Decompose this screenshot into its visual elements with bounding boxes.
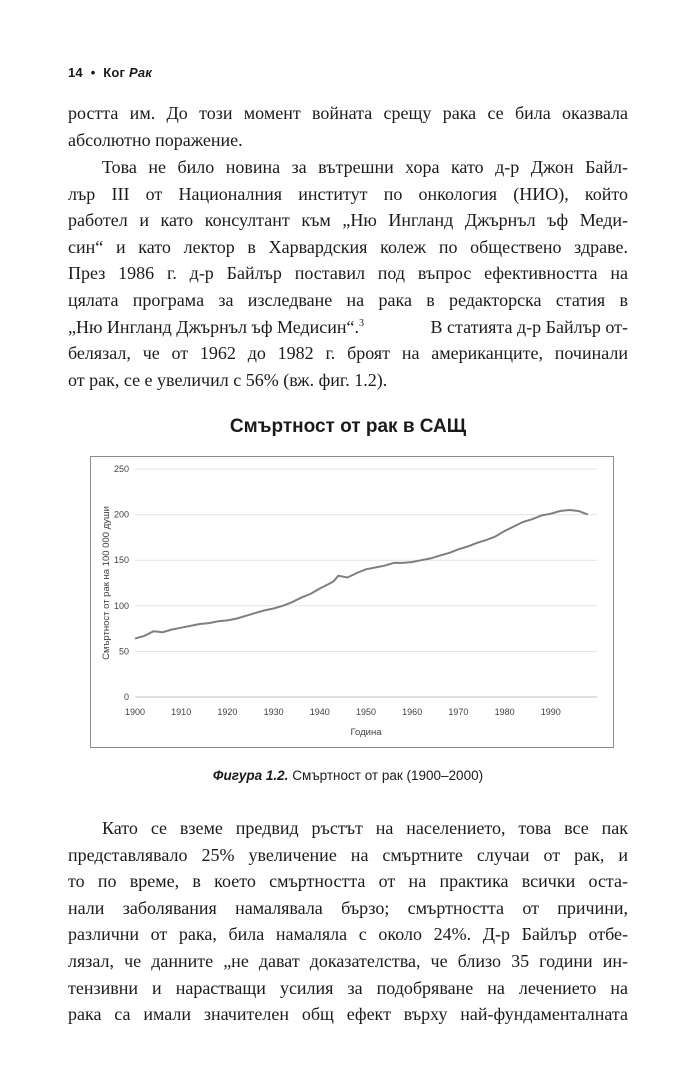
text-line: от рак, се е увеличил с 56% (вж. фиг. 1.2). <box>68 369 388 390</box>
text-line: нали заболявания намалявала бързо; смъртността от причини, <box>68 897 628 918</box>
x-tick-label: 1910 <box>171 707 192 717</box>
book-title-italic: Рак <box>128 65 153 80</box>
x-tick-label: 1950 <box>355 707 377 717</box>
text-line: През 1986 г. д-р Байлър поставил под въпрос ефективността на <box>68 263 628 284</box>
y-tick-label: 50 <box>118 646 129 657</box>
y-tick-label: 150 <box>113 555 129 566</box>
y-axis-label: Смъртност от рак на 100 000 души <box>101 506 112 660</box>
x-tick-label: 1900 <box>124 707 146 717</box>
y-tick-label: 0 <box>123 692 129 702</box>
text-line: тензивни и нарастващи усилия за подобряване на лечението на <box>68 977 628 998</box>
paragraph-3 <box>68 815 628 1028</box>
chart-frame <box>90 456 614 748</box>
running-header <box>68 65 152 80</box>
y-tick-label: 250 <box>113 464 129 474</box>
y-tick-label: 200 <box>113 509 129 520</box>
paragraph-2 <box>68 154 628 393</box>
text-line-tail: В статията д-р Байлър от- <box>430 316 628 337</box>
x-tick-label: 1940 <box>309 707 330 717</box>
text-line: син“ и като лектор в Харвардския колеж по обществено здраве. <box>68 236 628 257</box>
footnote-marker: 3 <box>359 317 365 329</box>
book-title-plain: Ког <box>103 65 126 80</box>
x-tick-label: 1920 <box>217 707 238 717</box>
text-line-with-footnote <box>68 314 628 341</box>
text-line: ростта им. До този момент войната срещу рака се била оказвала <box>68 103 628 123</box>
chart-grid <box>135 469 597 697</box>
header-bullet: • <box>90 65 96 80</box>
x-tick-label: 1930 <box>263 707 284 717</box>
x-tick-label: 1990 <box>540 707 561 717</box>
text-line: рака са имали значителен общ ефект върху най-фундаменталната <box>68 1004 628 1025</box>
x-tick-label: 1970 <box>448 707 469 717</box>
figure-caption <box>68 768 628 783</box>
text-line: то по време, в което смъртността от на практика всички оста- <box>68 871 628 892</box>
text-line: белязал, че от 1962 до 1982 г. броят на американците, починали <box>68 343 628 364</box>
text-line: Това не било новина за вътрешни хора като д-р Джон Байл- <box>102 157 628 177</box>
x-axis-label: Година <box>350 727 382 738</box>
paragraph-1 <box>68 100 628 153</box>
text-line: „Ню Ингланд Джърнъл ъф Медисин“. <box>68 316 360 337</box>
line-chart <box>91 457 613 747</box>
text-line: абсолютно поражение. <box>68 129 243 150</box>
page-number: 14 <box>68 65 83 80</box>
text-line: работел и като консултант към „Ню Ингланд Джърнъл ъф Меди- <box>68 210 628 231</box>
y-axis-ticks <box>114 464 129 702</box>
text-line: лър III от Националния институт по онкология (НИО), който <box>68 183 628 204</box>
text-line: цялата програма за изследване на рака в редакторска статия в <box>68 289 628 310</box>
series-line <box>135 510 588 639</box>
caption-label: Фигура 1.2. <box>212 768 289 783</box>
x-axis-ticks <box>125 707 561 717</box>
x-tick-label: 1980 <box>494 707 515 717</box>
text-line: лязал, че данните „не дават доказателства, че близо 35 години ин- <box>68 950 628 971</box>
caption-text: Смъртност от рак (1900–2000) <box>288 768 484 783</box>
chart-title: Смъртност от рак в САЩ <box>229 416 467 437</box>
text-line: Като се вземе предвид ръстът на населението, това все пак <box>102 818 628 838</box>
text-line: различни от рака, била намаляла с около 24%. Д-р Байлър отбе- <box>68 924 628 945</box>
x-tick-label: 1960 <box>402 707 423 717</box>
text-line: представлявало 25% увеличение на смъртните случаи от рак, и <box>68 844 628 865</box>
y-tick-label: 100 <box>113 600 129 611</box>
